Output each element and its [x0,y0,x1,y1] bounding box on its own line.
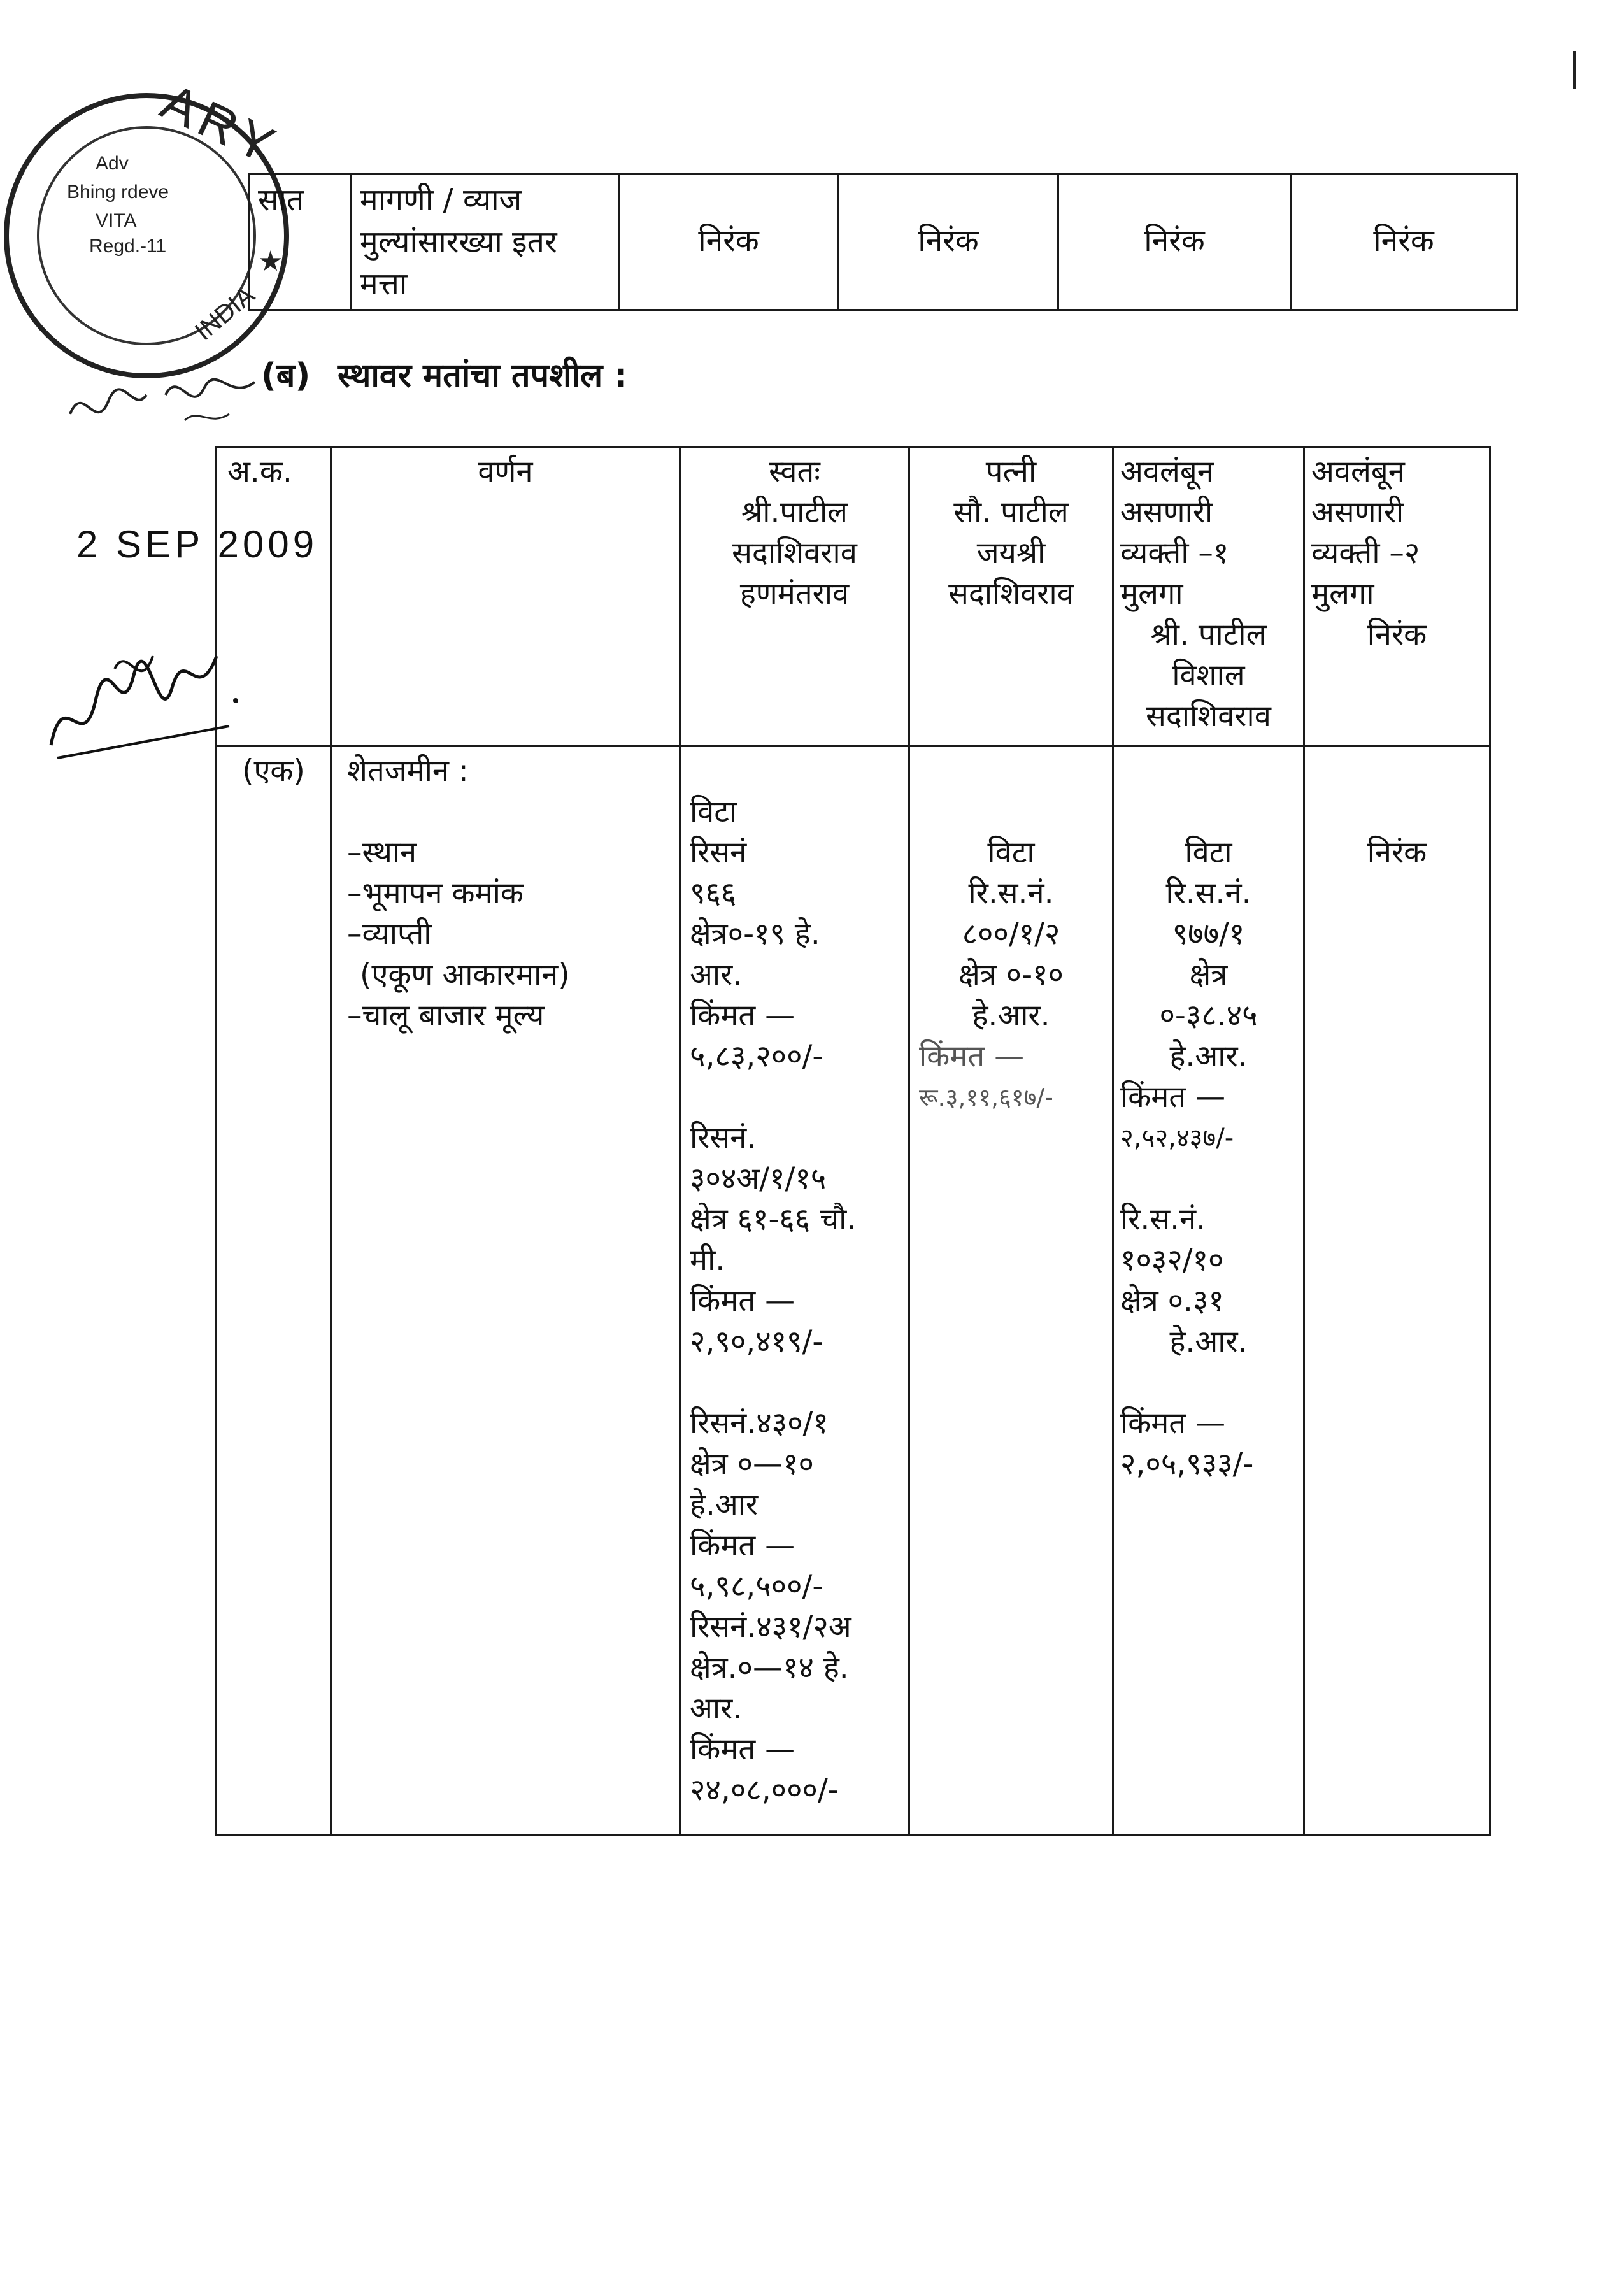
self-entry-line: क्षेत्र ६१-६६ चौ. [690,1202,857,1237]
header-dependent-1-line: असणारी [1120,495,1213,530]
self-entry-line: किंमत — [690,1528,795,1563]
description-item: –स्थान [347,835,417,870]
spouse-entry-line: ८००/१/२ [962,917,1060,952]
self-entry-line: विटा [690,794,737,829]
dependent-1-entry-line: रि.स.नं. [1120,1202,1206,1237]
dependent-1-entry-line: क्षेत्र ०.३१ [1120,1283,1224,1318]
self-entry-line: आर. [690,957,743,992]
spouse-entry-line: क्षेत्र ०-१० [958,957,1064,992]
self-entry-line: किंमत — [690,1732,795,1767]
value-text: निरंक [918,223,979,259]
header-self-line: श्री.पाटील [741,495,848,530]
header-description-text: वर्णन [478,454,533,489]
header-dependent-2-line: व्यक्ती –२ [1311,536,1420,571]
description-item: –चालू बाजार मूल्य [347,998,545,1033]
header-self-line: सदाशिवराव [732,536,857,571]
header-dependent-2 [1304,447,1490,746]
header-self-line: हणमंतराव [739,576,850,611]
self-entry-line: रिसनं.४३१/२अ [690,1610,851,1645]
row-serial-text: (एक) [242,754,305,789]
row-description [331,746,680,1836]
seal-inner-line-1: Adv [96,153,129,174]
seal-ring-text: ARY [153,73,289,176]
handwritten-note [64,357,267,446]
header-dependent-2-line: अवलंबून [1311,454,1405,489]
value-cell [1291,175,1517,310]
self-entry-line: ३०४अ/१/१५ [690,1161,827,1196]
dependent-1-entry-line: क्षेत्र [1189,957,1228,992]
header-self-line: स्वतः [769,454,820,489]
spouse-entry-line: रू.३,११,६१७/- [919,1083,1053,1111]
seal-star-icon: ★ [258,245,283,278]
description-line: मागणी / व्याज [360,182,522,218]
dependent-1-entry-line: २,५२,४३७/- [1120,1124,1234,1153]
dependent-1-entry-line: हे.आर. [1169,1324,1248,1359]
header-dependent-2-line: मुलगा [1311,576,1374,611]
self-entry-line: रिसनं.४३०/१ [690,1406,829,1441]
self-entry-line: क्षेत्र ०—१० [690,1447,814,1482]
header-dependent-1-line: मुलगा [1120,576,1183,611]
header-spouse-line: पत्नी [985,454,1037,489]
self-entry-line: मी. [690,1243,725,1278]
header-dependent-2-value: निरंक [1367,617,1427,652]
header-dependent-1-name: विशाल [1172,658,1245,693]
value-text: निरंक [698,223,759,259]
header-dependent-1-line: अवलंबून [1120,454,1214,489]
top-assets-table [248,173,1518,311]
header-spouse [909,447,1113,746]
header-spouse-line: सदाशिवराव [948,576,1074,611]
description-line: मत्ता [360,266,408,302]
header-dependent-2-line: असणारी [1311,495,1404,530]
self-entry-line: क्षेत्र.०—१४ हे. [690,1650,849,1685]
header-dependent-1 [1113,447,1304,746]
value-cell [839,175,1058,310]
self-entry-line: ५,९८,५००/- [690,1569,823,1604]
self-entry-line: रिसनं [690,835,747,870]
dependent-1-entry-line: ०-३८.४५ [1159,998,1258,1033]
seal-inner-line-3: VITA [96,210,137,231]
dependent-2-value: निरंक [1367,835,1427,870]
description-title: शेतजमीन : [347,754,469,789]
section-title: स्थावर मतांचा तपशील : [338,357,628,395]
header-dependent-1-name: श्री. पाटील [1150,617,1267,652]
dependent-1-entry-line: हे.आर. [1169,1039,1248,1074]
dependent-1-entry-line: किंमत — [1120,1406,1226,1441]
self-entry-line: २,९०,४१९/- [690,1324,823,1359]
self-entry-line: ५,८३,२००/- [690,1039,823,1074]
header-self [680,447,909,746]
row-self [680,746,909,1836]
edge-mark [1573,51,1576,89]
spouse-entry-line: विटा [987,835,1035,870]
header-serial-text: अ.क. [227,454,292,489]
date-stamp: 2 SEP 2009 [76,523,318,566]
table-row [217,746,1490,1836]
description-line: मुल्यांसारख्या इतर [360,224,557,260]
dependent-1-entry-line: १०३२/१० [1120,1243,1224,1278]
value-cell [619,175,839,310]
value-text: निरंक [1373,223,1434,259]
self-entry-line: ९६६ [690,876,737,911]
header-spouse-line: जयश्री [976,536,1046,571]
value-text: निरंक [1144,223,1205,259]
row-spouse [909,746,1113,1836]
dependent-1-entry-line: ९७७/१ [1172,917,1245,952]
serial-text: सात [258,182,304,218]
spouse-entry-line: हे.आर. [972,998,1050,1033]
self-entry-line: आर. [690,1691,743,1726]
self-entry-line: हे.आर [690,1487,759,1522]
self-entry-line: क्षेत्र०-१९ हे. [690,917,820,952]
section-label: (ब) [261,357,311,395]
description-item: (एकूण आकारमान) [360,957,570,992]
description-cell [352,175,619,310]
row-serial [217,746,331,1836]
handwritten-signature [38,631,248,777]
value-cell [1058,175,1291,310]
table-row [250,175,1517,310]
description-item: –भूमापन कमांक [347,876,524,911]
header-description [331,447,680,746]
seal-country-text: INDIA [190,280,260,346]
dependent-1-entry-line: किंमत — [1120,1080,1226,1115]
seal-inner-line-4: Regd.-11 [89,236,167,257]
dependent-1-entry-line: विटा [1185,835,1232,870]
seal-inner-line-2: Bhing rdeve [67,182,169,203]
description-item: –व्याप्ती [347,917,432,952]
self-entry-line: किंमत — [690,998,795,1033]
self-entry-line: रिसनं. [690,1120,757,1155]
row-dependent-2 [1304,746,1490,1836]
spouse-entry-line: किंमत — [919,1039,1025,1074]
table-header-row [217,447,1490,746]
header-spouse-line: सौ. पाटील [953,495,1069,530]
spouse-entry-line: रि.स.नं. [968,876,1054,911]
self-entry-line: २४,०८,०००/- [690,1773,839,1808]
header-dependent-1-line: व्यक्ती –१ [1120,536,1229,571]
dependent-1-entry-line: रि.स.नं. [1165,876,1251,911]
row-dependent-1 [1113,746,1304,1836]
header-dependent-1-name: सदाशिवराव [1146,699,1271,734]
dependent-1-entry-line: २,०५,९३३/- [1120,1447,1254,1482]
immovable-assets-table [215,446,1491,1836]
serial-cell [250,175,352,310]
self-entry-line: किंमत — [690,1283,795,1318]
